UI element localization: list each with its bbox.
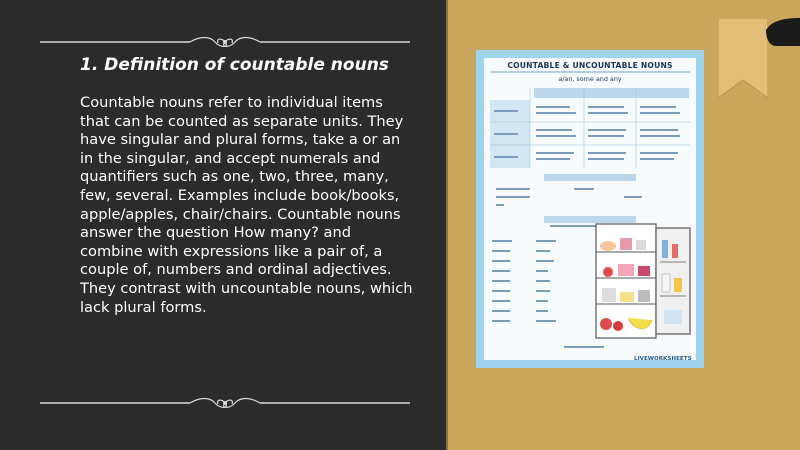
slide-title: 1. Definition of countable nouns bbox=[80, 55, 389, 75]
refrigerator-icon bbox=[594, 222, 694, 340]
worksheet-footer: LIVEWORKSHEETS bbox=[634, 356, 692, 362]
slide-body-text: Countable nouns refer to individual items that can be counted as separate units. They have singular and plural forms, take a or an in the singular, and accept numerals and quantifiers such as one, two, three, many, few, several. Examples include book/books, apple/apples, chair/chairs. Countable nouns answer the question How many? and combine with expressions like a pair of, a couple of, numbers and ordinal adjectives. They contrast with uncountable nouns, which lack plural forms. bbox=[80, 94, 413, 316]
worksheet-subtitle: a/an, some and any bbox=[558, 75, 622, 83]
worksheet-title: COUNTABLE & UNCOUNTABLE NOUNS bbox=[507, 61, 673, 70]
flourish-divider-icon bbox=[40, 34, 410, 50]
flourish-divider-icon bbox=[40, 395, 410, 411]
page-curl-icon bbox=[766, 18, 800, 46]
bookmark-ribbon-icon bbox=[718, 18, 768, 98]
panel-divider bbox=[446, 0, 448, 450]
